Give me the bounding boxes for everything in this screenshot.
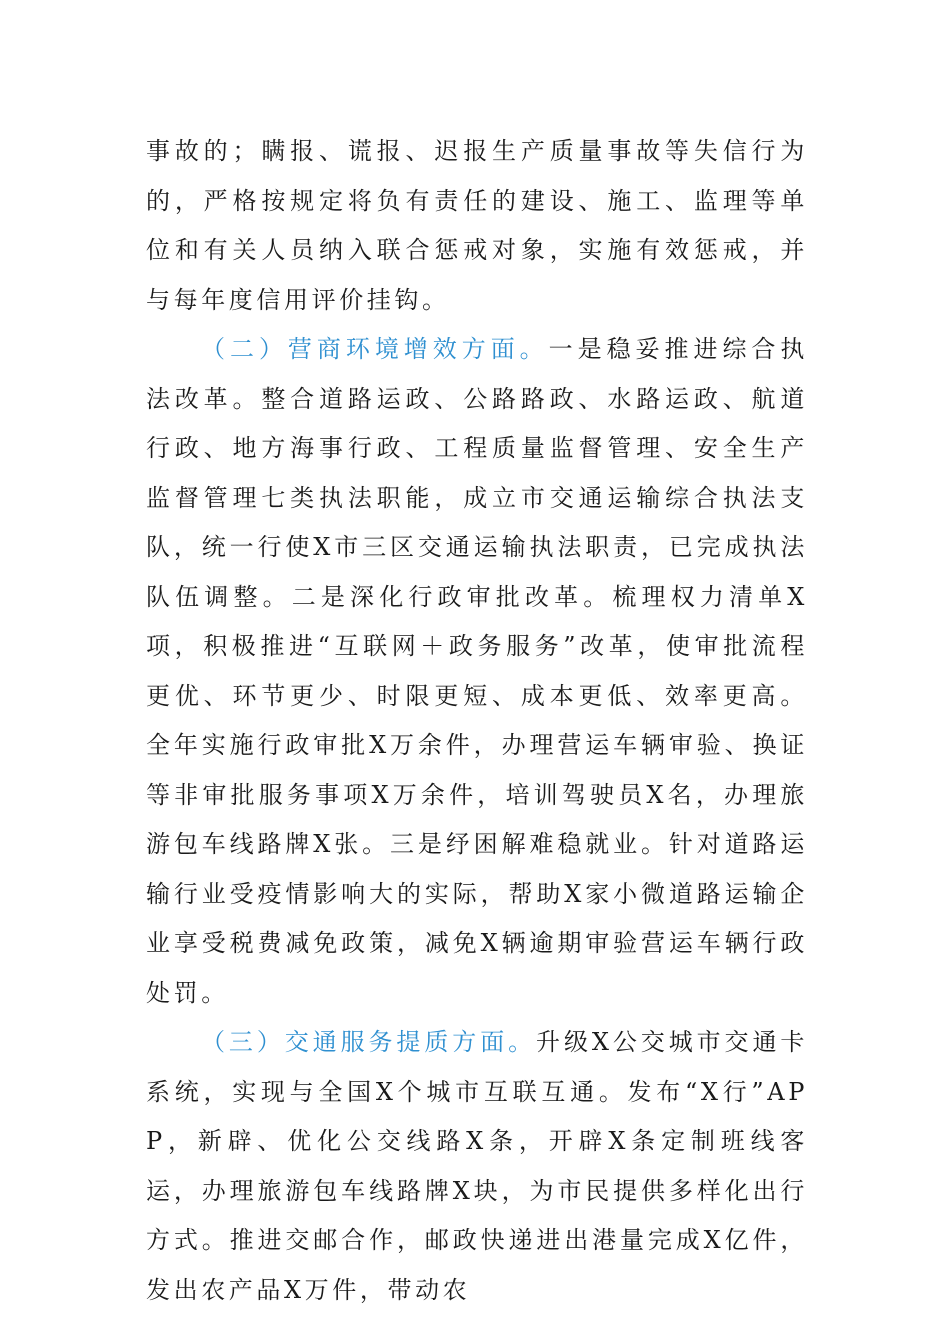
section-heading: （二）营商环境增效方面。: [201, 335, 549, 363]
section-heading: （三）交通服务提质方面。: [201, 1028, 537, 1056]
paragraph-text: 一是稳妥推进综合执法改革。整合道路运政、公路路政、水路运政、航道行政、地方海事行政、工程质量监督管理、安全生产监督管理七类执法职能，成立市交通运输综合执法支队，统一行使X市三区交通运输执法职责，已完成执法队伍调整。二是深化行政审批改革。梳理权力清单X项，积极推进“互联网＋政务服务”改革，使审批流程更优、环节更少、时限更短、成本更低、效率更高。全年实施行政审批X万余件，办理营运车辆审验、换证等非审批服务事项X万余件，培训驾驶员X名，办理旅游包车线路牌X张。三是纾困解难稳就业。针对道路运输行业受疫情影响大的实际，帮助X家小微道路运输企业享受税费减免政策，减免X辆逾期审验营运车辆行政处罚。: [146, 335, 808, 1007]
document-body: [146, 127, 808, 1315]
paragraph-transport-service: [146, 1018, 808, 1315]
paragraph-continuation: [146, 127, 808, 325]
paragraph-text: 升级X公交城市交通卡系统，实现与全国X个城市互联互通。发布“X行”APP，新辟、优化公交线路X条，开辟X条定制班线客运，办理旅游包车线路牌X块，为市民提供多样化出行方式。推进交邮合作，邮政快递进出港量完成X亿件，发出农产品X万件，带动农: [146, 1028, 808, 1304]
paragraph-text: 事故的；瞒报、谎报、迟报生产质量事故等失信行为的，严格按规定将负有责任的建设、施工、监理等单位和有关人员纳入联合惩戒对象，实施有效惩戒，并与每年度信用评价挂钩。: [146, 137, 808, 314]
paragraph-business-environment: [146, 325, 808, 1018]
